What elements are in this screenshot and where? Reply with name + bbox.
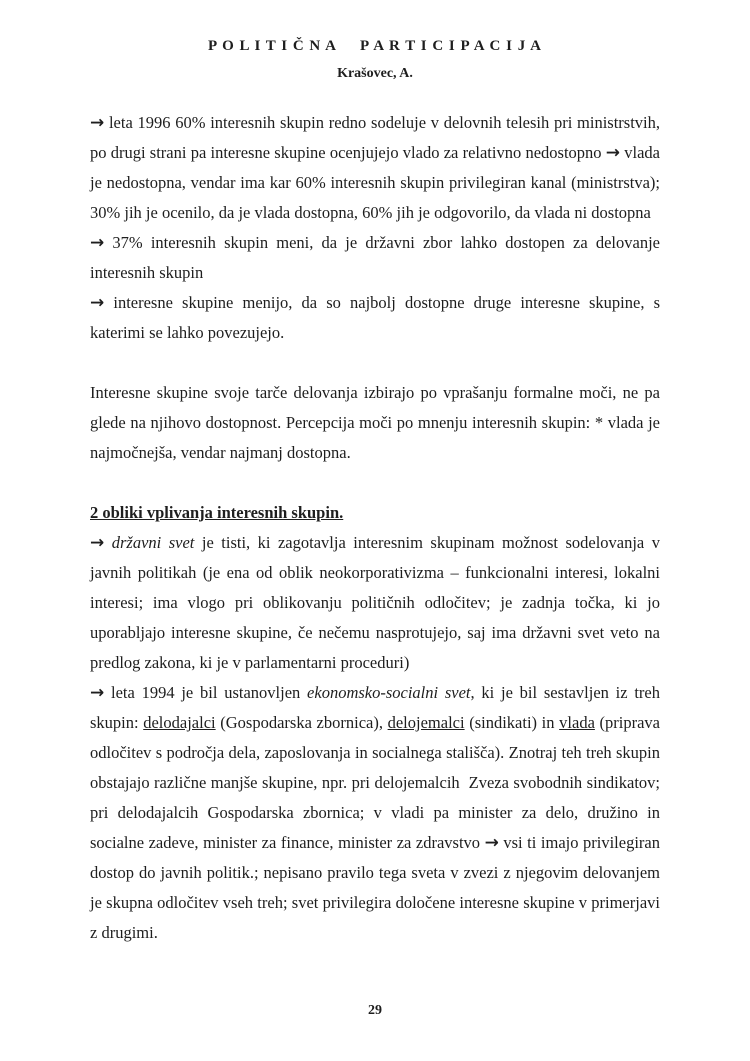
text-run: (priprava odločitev s področja dela, zaposlovanja in socialnega stališča). Znotraj teh treh skupin obstajajo različne manjše skupine, npr. pri delojemalcih Zveza svobodnih sindikatov; pri delodajalcih Gospodarska zbornica; v vladi pa minister za delo, družino in socialne zadeve, minister za finance, minister za zdravstvo xyxy=(90,713,660,852)
arrow-bullet-icon: → xyxy=(484,833,499,853)
page-author: Krašovec, A. xyxy=(337,66,413,81)
paragraph xyxy=(90,108,660,228)
text-run: (Gospodarska zbornica), xyxy=(215,713,388,732)
text-run: vlada xyxy=(559,713,595,732)
section-heading xyxy=(90,498,660,528)
paragraph xyxy=(90,228,660,288)
page-title: P O L I T I Č N A P A R T I C I P A C I J A xyxy=(208,38,542,54)
text-run: (sindikati) in xyxy=(464,713,560,732)
text-run: , ki je bil sestavljen iz treh skupin: xyxy=(90,683,660,732)
text-run: državni svet xyxy=(104,533,195,552)
text-run: vsi ti imajo privilegiran dostop do javnih politik.; nepisano pravilo tega sveta v zvezi z njegovim delovanjem je skupna odločitev vseh treh; svet privilegira določene interesne skupine v primerjavi z drugimi. xyxy=(90,833,660,942)
paragraph xyxy=(90,528,660,678)
text-run: 37% interesnih skupin meni, da je državni zbor lahko dostopen za delovanje interesnih skupin xyxy=(90,233,660,282)
arrow-bullet-icon: → xyxy=(90,293,105,313)
text-run: delojemalci xyxy=(387,713,465,732)
text-run: leta 1996 60% interesnih skupin redno sodeluje v delovnih telesih pri ministrstvih, po drugi strani pa interesne skupine ocenjujejo vlado za relativno nedostopno xyxy=(90,113,660,162)
document-body xyxy=(90,108,660,948)
text-run: Interesne skupine svoje tarče delovanja izbirajo po vprašanju formalne moči, ne pa glede na njihovo dostopnost. Percepcija moči po mnenju interesnih skupin: * vlada je najmočnejša, vendar najmanj dostopna. xyxy=(90,383,660,462)
arrow-bullet-icon: → xyxy=(605,143,621,163)
paragraph xyxy=(90,678,660,948)
arrow-bullet-icon: → xyxy=(90,683,105,703)
text-run: delodajalci xyxy=(143,713,216,732)
text-run: ekonomsko-socialni svet xyxy=(307,683,471,702)
page-number: 29 xyxy=(368,1003,382,1018)
arrow-bullet-icon: → xyxy=(90,533,105,553)
paragraph-spacer xyxy=(90,348,660,378)
paragraph xyxy=(90,288,660,348)
arrow-bullet-icon: → xyxy=(90,233,105,253)
text-run: vlada je nedostopna, vendar ima kar 60% interesnih skupin privilegiran kanal (ministrstva); 30% jih je ocenilo, da je vlada dostopna, 60% jih je odgovorilo, da vlada ni dostopna xyxy=(90,143,660,222)
paragraph-spacer xyxy=(90,468,660,498)
text-run: je tisti, ki zagotavlja interesnim skupinam možnost sodelovanja v javnih politikah (je ena od oblik neokorporativizma – funkcionalni interesi, lokalni interesi; ima vlogo pri oblikovanju političnih odločitev; je zadnja točka, ki jo uporabljajo interesne skupine, če nečemu nasprotujejo, saj ima državni svet veto na predlog zakona, ki je v parlamentarni proceduri) xyxy=(90,533,660,672)
text-run: 2 obliki vplivanja interesnih skupin. xyxy=(90,503,344,522)
text-run: interesne skupine menijo, da so najbolj dostopne druge interesne skupine, s katerimi se lahko povezujejo. xyxy=(90,293,660,342)
text-run: leta 1994 je bil ustanovljen xyxy=(104,683,308,702)
paragraph xyxy=(90,378,660,468)
arrow-bullet-icon: → xyxy=(90,113,105,133)
